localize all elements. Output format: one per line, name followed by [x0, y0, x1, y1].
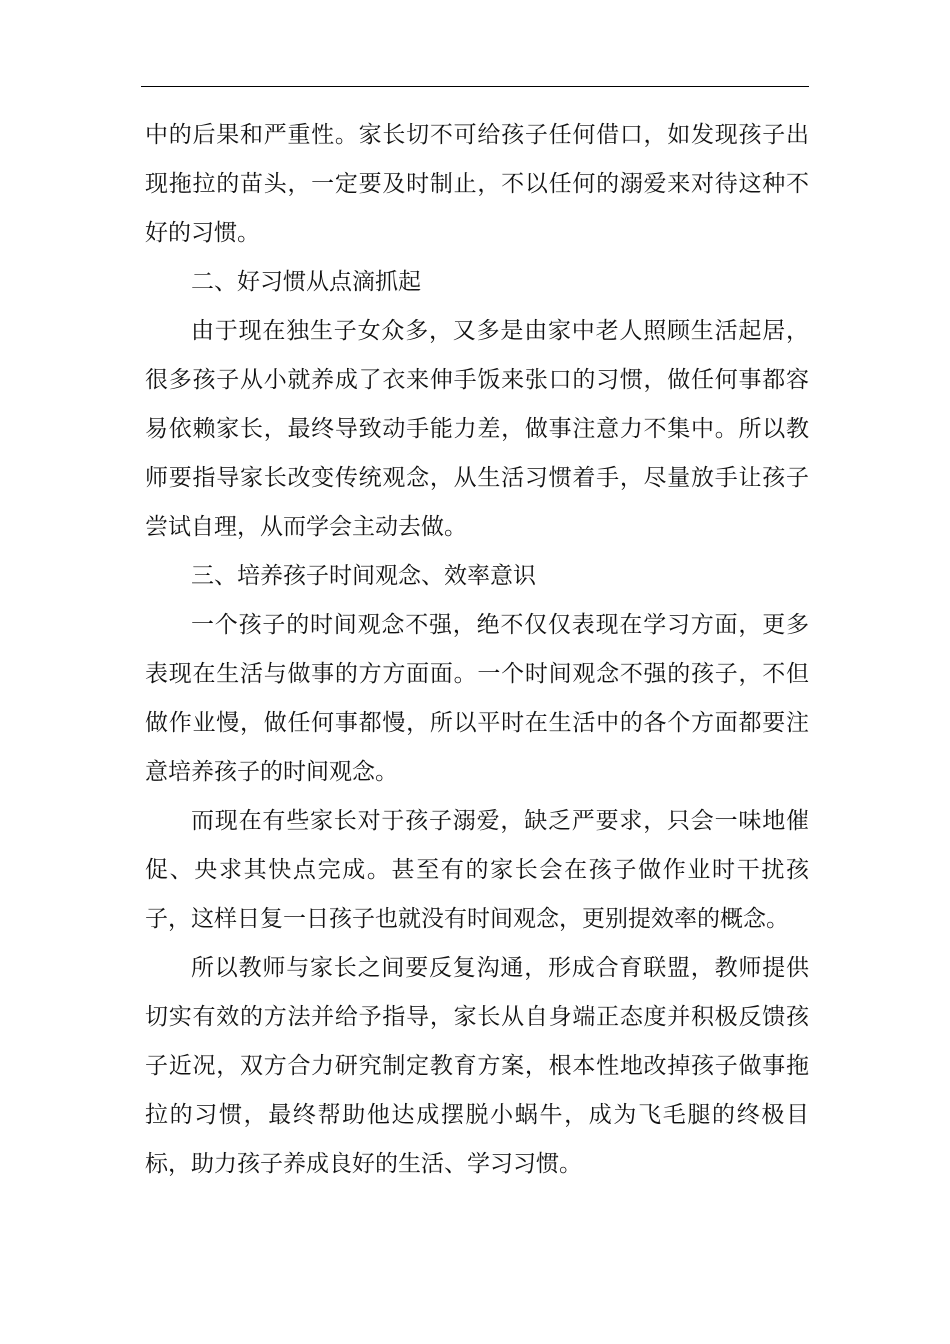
document-body: [145, 111, 809, 1189]
header-rule: [141, 86, 809, 87]
paragraph-parents-spoiling: 而现在有些家长对于孩子溺爱，缺乏严要求，只会一味地催促、央求其快点完成。甚至有的家长会在孩子做作业时干扰孩子，这样日复一日孩子也就没有时间观念，更别提效率的概念。: [145, 808, 809, 932]
paragraph-cooperation: 所以教师与家长之间要反复沟通，形成合育联盟，教师提供切实有效的方法并给予指导，家长从自身端正态度并积极反馈孩子近况，双方合力研究制定教育方案，根本性地改掉孩子做事拖拉的习惯，最终帮助他达成摆脱小蜗牛，成为飞毛腿的终极目标，助力孩子养成良好的生活、学习习惯。: [145, 955, 809, 1177]
paragraph-continuation: 中的后果和严重性。家长切不可给孩子任何借口，如发现孩子出现拖拉的苗头，一定要及时制止，不以任何的溺爱来对待这种不好的习惯。: [145, 122, 809, 246]
paragraph-habits: 由于现在独生子女众多，又多是由家中老人照顾生活起居，很多孩子从小就养成了衣来伸手饭来张口的习惯，做任何事都容易依赖家长，最终导致动手能力差，做事注意力不集中。所以教师要指导家长改变传统观念，从生活习惯着手，尽量放手让孩子尝试自理，从而学会主动去做。: [145, 318, 809, 540]
section-heading-3: 三、培养孩子时间观念、效率意识: [191, 563, 536, 589]
paragraph-time-concept: 一个孩子的时间观念不强，绝不仅仅表现在学习方面，更多表现在生活与做事的方方面面。一个时间观念不强的孩子，不但做作业慢，做任何事都慢，所以平时在生活中的各个方面都要注意培养孩子的时间观念。: [145, 612, 809, 785]
section-heading-2: 二、好习惯从点滴抓起: [191, 269, 421, 295]
